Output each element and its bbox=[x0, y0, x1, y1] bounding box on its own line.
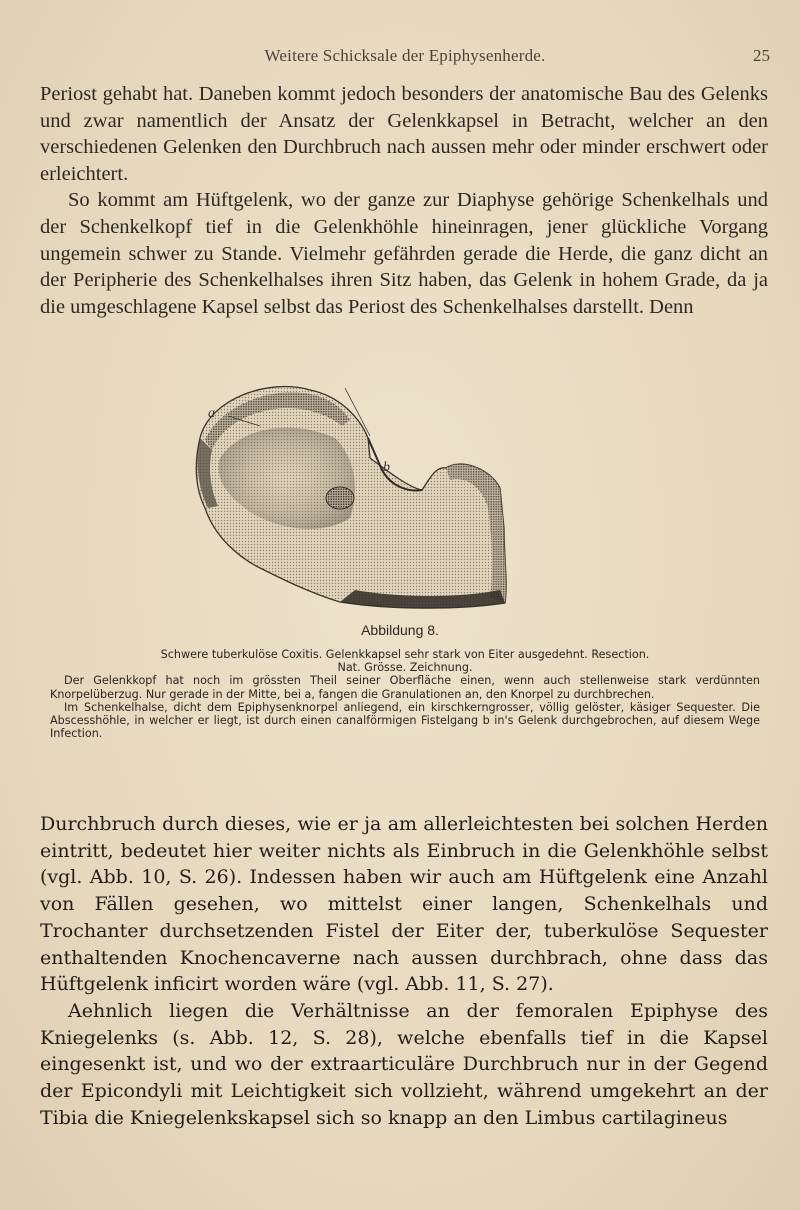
paragraph: Periost gehabt hat. Daneben kommt jedoch besonders der anatomische Bau des Gelenks und zwar namentlich der Ansatz der Gelenkkapsel in Betracht, welcher an den verschiedenen Gelenken den Durchbruch nach aussen mehr oder minder erschwert oder erleichtert. bbox=[40, 83, 768, 185]
bottom-body-text bbox=[40, 811, 768, 1131]
caption-paragraph: Der Gelenkkopf hat noch im grössten Theil seiner Oberfläche einen, wenn auch stellenweise stark verdünnten Knorpelüberzug. Nur gerade in der Mitte, bei a, fangen die Granulationen an, den Knorpel zu durchbrechen. bbox=[50, 674, 760, 701]
caption-paragraph: Im Schenkelhalse, dicht dem Epiphysenknorpel anliegend, ein kirschkerngrosser, völlig gelöster, käsiger Sequester. Die Abscesshöhle, in welcher er liegt, ist durch einen canalförmigen Fistelgang b in's Gelenk durchgebrochen, auf diesem Wege Infection. bbox=[50, 700, 760, 741]
figure-caption bbox=[50, 648, 760, 740]
figure-illustration bbox=[160, 378, 520, 614]
paragraph: Durchbruch durch dieses, wie er ja am allerleichtesten bei solchen Herden eintritt, bedeutet hier weiter nichts als Einbruch in die Gelenkhöhle selbst (vgl. Abb. 10, S. 26). Indessen haben wir auch am Hüftgelenk eine Anzahl von Fällen gesehen, wo mittelst einer langen, Schenkelhals und Trochanter durchsetzenden Fistel der Eiter der, tuberkulöse Sequester enthaltenden Knochencaverne nach aussen durchbrach, ohne dass das Hüftgelenk inficirt worden wäre (vgl. Abb. 11, S. 27). bbox=[40, 813, 768, 996]
figure-label-b: b bbox=[383, 460, 390, 475]
paragraph: Aehnlich liegen die Verhältnisse an der femoralen Epiphyse des Kniegelenks (s. Abb. 12, S. 28), welche ebenfalls tief in die Kapsel eingesenkt ist, und wo der extraarticuläre Durchbruch nur in der Gegend der Epicondyli mit Leichtigkeit sich vollzieht, während umgekehrt an der Tibia die Kniegelenkskapsel sich so knapp an den Limbus cartilagineus bbox=[40, 999, 768, 1129]
caption-line: Schwere tuberkulöse Coxitis. Gelenkkapsel sehr stark von Eiter ausgedehnt. Resection. bbox=[160, 648, 650, 661]
figure-label-a: a bbox=[208, 406, 215, 421]
caption-line: Nat. Grösse. Zeichnung. bbox=[337, 661, 473, 675]
running-title: Weitere Schicksale der Epiphysenherde. bbox=[264, 46, 546, 65]
top-body-text bbox=[40, 81, 768, 320]
figure-title: Abbildung 8. bbox=[361, 622, 439, 638]
page-number: 25 bbox=[753, 46, 770, 65]
page-header bbox=[40, 46, 770, 70]
paragraph: So kommt am Hüftgelenk, wo der ganze zur Diaphyse gehörige Schenkelhals und der Schenkelkopf tief in die Gelenkhöhle hineinragen, jener glückliche Vorgang ungemein schwer zu Stande. Vielmehr gefährden gerade die Herde, die ganz dicht an der Peripherie des Schenkelhalses ihren Sitz haben, das Gelenk in hohem Grade, da ja die umgeschlagene Kapsel selbst das Periost des Schenkelhalses darstellt. Denn bbox=[40, 189, 768, 318]
